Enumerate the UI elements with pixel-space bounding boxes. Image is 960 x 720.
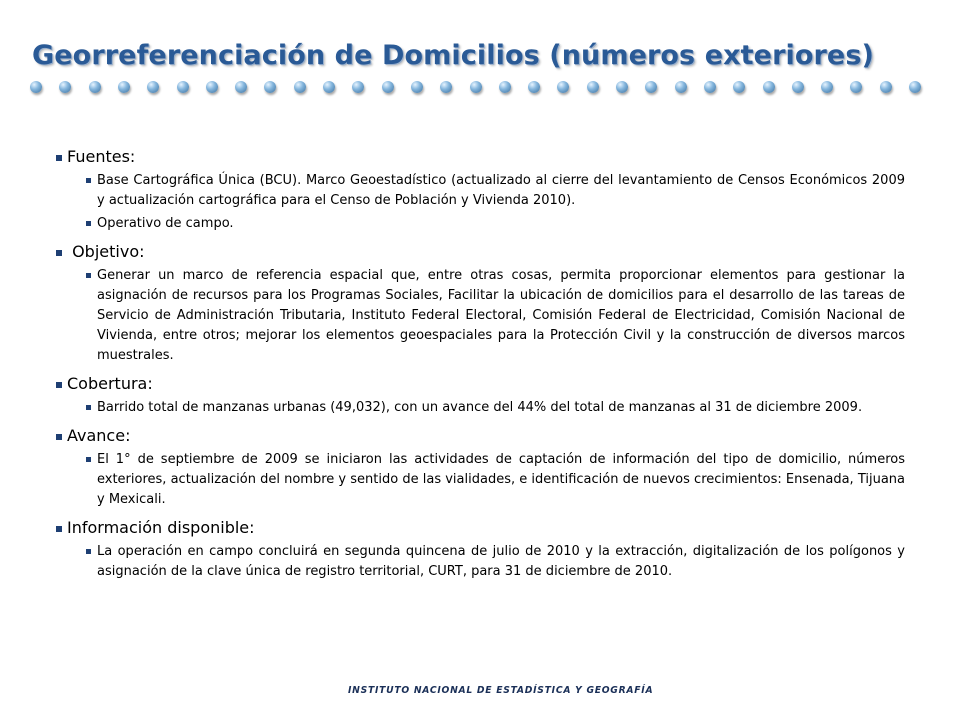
bullet-square-icon — [86, 273, 91, 278]
list-item — [55, 398, 905, 418]
divider-dot-icon — [821, 81, 833, 93]
dotted-divider — [30, 79, 940, 97]
institution-footer: INSTITUTO NACIONAL DE ESTADÍSTICA Y GEOGRAFÍA — [348, 685, 654, 696]
divider-dot-icon — [880, 81, 892, 93]
section-cobertura — [55, 372, 905, 418]
divider-dot-icon — [557, 81, 569, 93]
divider-dot-icon — [294, 81, 306, 93]
divider-dot-icon — [59, 81, 71, 93]
divider-dot-icon — [235, 81, 247, 93]
divider-dot-icon — [499, 81, 511, 93]
section-heading: Cobertura: — [67, 374, 153, 393]
divider-dot-icon — [118, 81, 130, 93]
divider-dot-icon — [30, 81, 42, 93]
section-fuentes — [55, 145, 905, 234]
divider-dot-icon — [528, 81, 540, 93]
divider-dot-icon — [89, 81, 101, 93]
divider-dot-icon — [792, 81, 804, 93]
item-text: Operativo de campo. — [97, 216, 234, 231]
divider-dot-icon — [763, 81, 775, 93]
divider-dot-icon — [850, 81, 862, 93]
section-heading: Avance: — [67, 426, 131, 445]
section-heading: Fuentes: — [67, 147, 136, 166]
bullet-square-icon — [56, 155, 62, 161]
list-item — [55, 171, 905, 211]
bullet-square-icon — [56, 434, 62, 440]
divider-dot-icon — [587, 81, 599, 93]
divider-dot-icon — [675, 81, 687, 93]
divider-dot-icon — [177, 81, 189, 93]
list-item — [55, 214, 905, 234]
item-text: Base Cartográfica Única (BCU). Marco Geoestadístico (actualizado al cierre del levantamiento de Censos Económicos 2009 y actualización cartográfica para el Censo de Población y Vivienda 2010). — [97, 173, 905, 208]
list-item — [55, 450, 905, 510]
divider-dot-icon — [382, 81, 394, 93]
slide-body — [55, 145, 905, 585]
section-objetivo — [55, 240, 905, 366]
divider-dot-icon — [323, 81, 335, 93]
divider-dot-icon — [206, 81, 218, 93]
bullet-square-icon — [56, 526, 62, 532]
section-informacion-disponible — [55, 516, 905, 582]
section-heading: Información disponible: — [67, 518, 255, 537]
divider-dot-icon — [616, 81, 628, 93]
divider-dot-icon — [147, 81, 159, 93]
divider-dot-icon — [704, 81, 716, 93]
slide-title: Georreferenciación de Domicilios (números exteriores) — [32, 40, 874, 71]
list-item — [55, 266, 905, 366]
divider-dot-icon — [909, 81, 921, 93]
bullet-square-icon — [86, 178, 91, 183]
section-avance — [55, 424, 905, 510]
divider-dot-icon — [733, 81, 745, 93]
bullet-square-icon — [86, 405, 91, 410]
item-text: Barrido total de manzanas urbanas (49,032), con un avance del 44% del total de manzanas al 31 de diciembre 2009. — [97, 400, 863, 415]
section-heading: Objetivo: — [67, 242, 145, 261]
bullet-square-icon — [56, 250, 62, 256]
list-item — [55, 542, 905, 582]
divider-dot-icon — [440, 81, 452, 93]
item-text: La operación en campo concluirá en segunda quincena de julio de 2010 y la extracción, digitalización de los polígonos y asignación de la clave única de registro territorial, CURT, para 31 de diciembre de 2010. — [97, 544, 905, 579]
bullet-square-icon — [56, 382, 62, 388]
bullet-square-icon — [86, 221, 91, 226]
divider-dot-icon — [645, 81, 657, 93]
divider-dot-icon — [411, 81, 423, 93]
item-text: El 1° de septiembre de 2009 se iniciaron las actividades de captación de información del tipo de domicilio, números exteriores, actualización del nombre y sentido de las vialidades, e identificación de nuevos crecimientos: Ensenada, Tijuana y Mexicali. — [97, 452, 905, 507]
bullet-square-icon — [86, 549, 91, 554]
divider-dot-icon — [352, 81, 364, 93]
item-text: Generar un marco de referencia espacial que, entre otras cosas, permita proporcionar elementos para gestionar la asignación de recursos para los Programas Sociales, Facilitar la ubicación de domicilios para el desarrollo de las tareas de Servicio de Administración Tributaria, Instituto Federal Electoral, Comisión Federal de Electricidad, Comisión Nacional de Vivienda, entre otros; mejorar los elementos geoespaciales para la Protección Civil y la construcción de diversos marcos muestrales. — [97, 268, 905, 363]
bullet-square-icon — [86, 457, 91, 462]
divider-dot-icon — [264, 81, 276, 93]
divider-dot-icon — [470, 81, 482, 93]
